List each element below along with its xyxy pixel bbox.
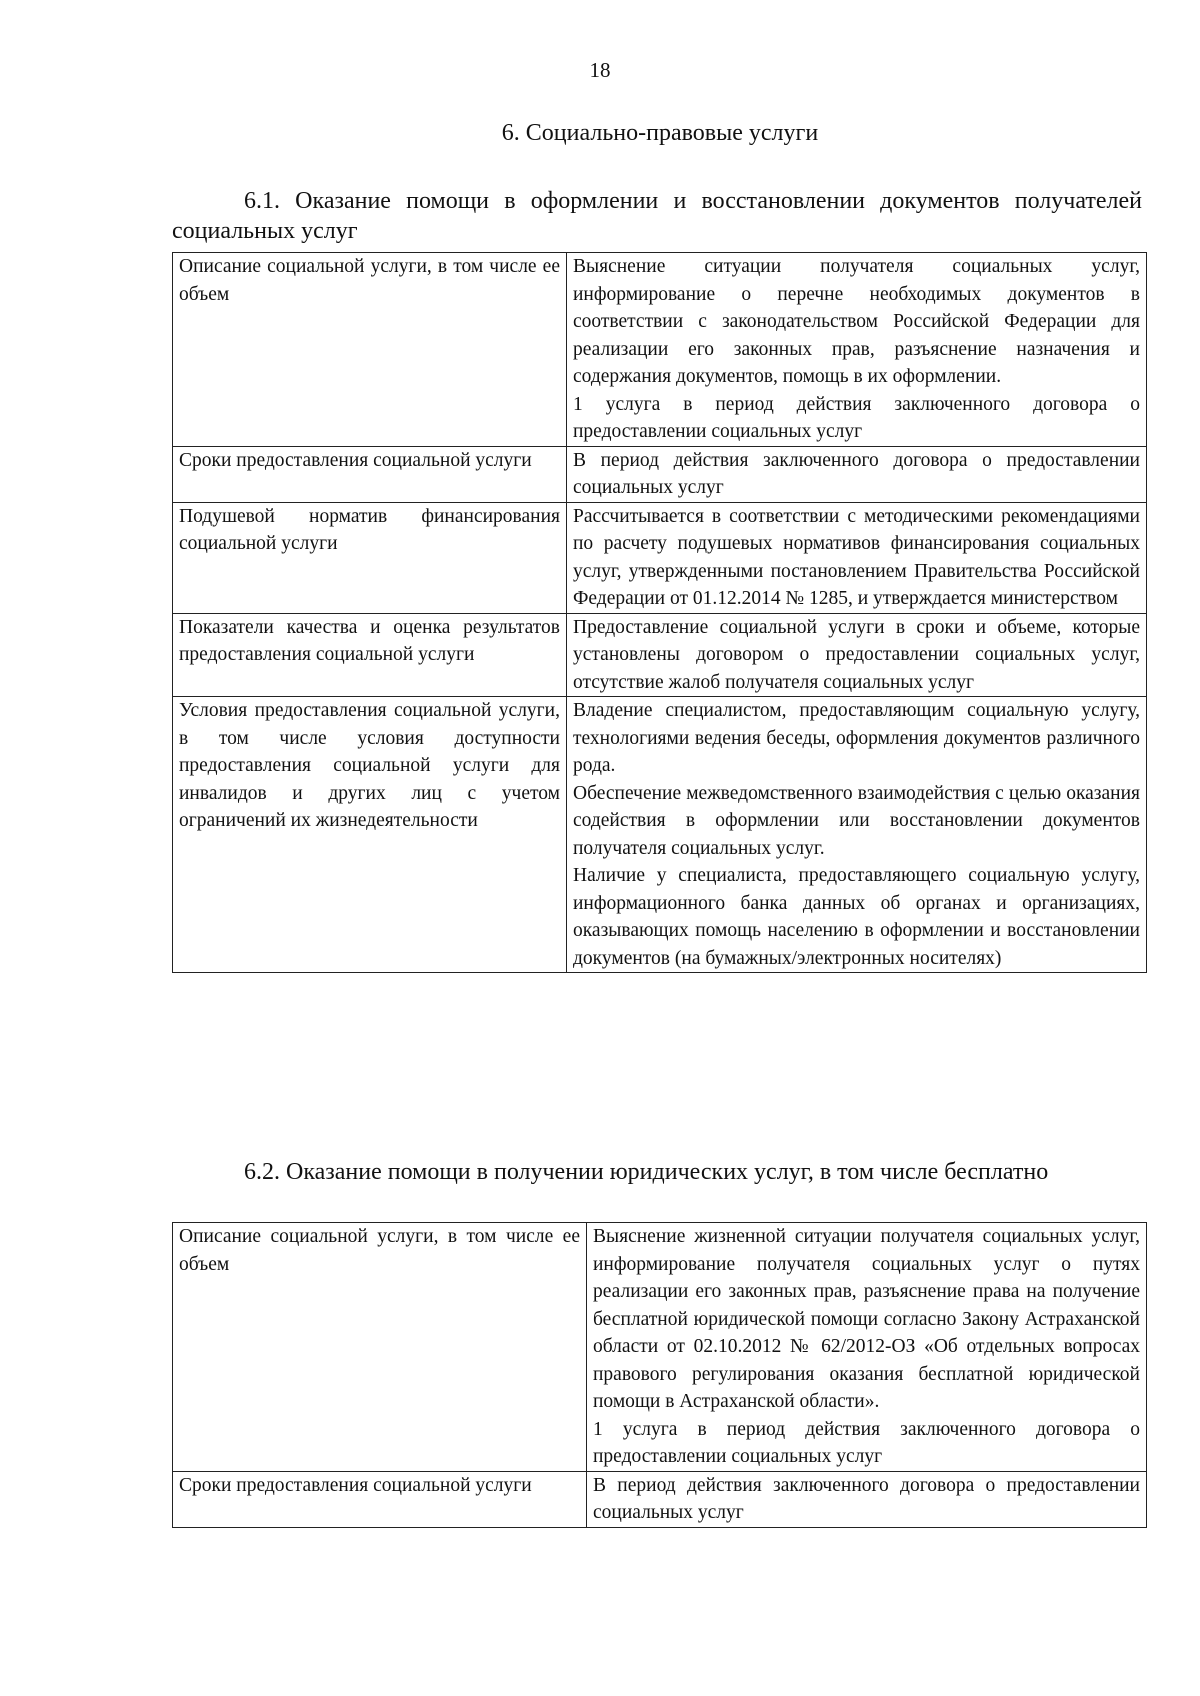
page-number: 18	[589, 58, 611, 82]
paragraph: Обеспечение межведомственного взаимодействия с целью оказания содействия в оформлении или восстановлении документов получателя социальных услуг.	[573, 782, 1140, 859]
paragraph: В период действия заключенного договора о предоставлении социальных услуг	[593, 1474, 1140, 1523]
subsection-1-heading: 6.1. Оказание помощи в оформлении и восстановлении документов получателей социальных услуг	[172, 188, 1142, 244]
table-row	[173, 502, 1147, 613]
paragraph: 1 услуга в период действия заключенного договора о предоставлении социальных услуг	[573, 393, 1140, 442]
paragraph: Выяснение ситуации получателя социальных услуг, информирование о перечне необходимых документов в соответствии с законодательством Российской Федерации для реализации его законных прав, разъяснение назначения и содержания документов, помощь в их оформлении.	[573, 256, 1140, 387]
section-title: 6. Социально-правовые услуги	[501, 120, 819, 146]
row-label: Описание социальной услуги, в том числе ее объем	[173, 253, 567, 447]
row-value	[567, 446, 1147, 502]
paragraph: Владение специалистом, предоставляющим социальную услугу, технологиями ведения беседы, оформления документов различного рода.	[573, 700, 1140, 776]
paragraph: Наличие у специалиста, предоставляющего социальную услугу, информационного банка данных об органах и организациях, оказывающих помощь населению в оформлении и восстановлении документов (на бумажных/электронных носителях)	[573, 865, 1140, 969]
paragraph: Предоставление социальной услуги в сроки и объеме, которые установлены договором о предоставлении социальных услуг, отсутствие жалоб получателя социальных услуг	[573, 616, 1140, 693]
row-label: Сроки предоставления социальной услуги	[173, 1471, 587, 1527]
paragraph: Выяснение жизненной ситуации получателя социальных услуг, информирование получателя социальных услуг о путях реализации его законных прав, разъяснение права на получение бесплатной юридической помощи согласно Закону Астраханской области от 02.10.2012 № 62/2012-ОЗ «Об отдельных вопросах правового регулирования оказания бесплатной юридической помощи в Астраханской области».	[593, 1226, 1140, 1412]
subsection-1-table	[172, 252, 1147, 973]
row-value	[587, 1471, 1147, 1527]
paragraph: В период действия заключенного договора о предоставлении социальных услуг	[573, 449, 1140, 498]
row-value	[567, 253, 1147, 447]
row-label: Описание социальной услуги, в том числе ее объем	[173, 1223, 587, 1472]
table-row	[173, 1471, 1147, 1527]
table-row	[173, 253, 1147, 447]
table-row	[173, 1223, 1147, 1472]
row-value	[567, 502, 1147, 613]
row-value	[567, 613, 1147, 697]
row-label: Подушевой норматив финансирования социальной услуги	[173, 502, 567, 613]
table-row	[173, 613, 1147, 697]
row-value	[567, 697, 1147, 973]
subsection-2-table	[172, 1222, 1147, 1528]
row-label: Сроки предоставления социальной услуги	[173, 446, 567, 502]
row-label: Показатели качества и оценка результатов предоставления социальной услуги	[173, 613, 567, 697]
subsection-2-heading: 6.2. Оказание помощи в получении юридических услуг, в том числе бесплатно	[244, 1159, 1049, 1185]
paragraph: Рассчитывается в соответствии с методическими рекомендациями по расчету подушевых нормативов финансирования социальных услуг, утвержденными постановлением Правительства Российской Федерации от 01.12.2014 № 1285, и утверждается министерством	[573, 505, 1140, 609]
row-value	[587, 1223, 1147, 1472]
table-row	[173, 446, 1147, 502]
table-row	[173, 697, 1147, 973]
row-label: Условия предоставления социальной услуги, в том числе условия доступности предоставления социальной услуги для инвалидов и других лиц с учетом ограничений их жизнедеятельности	[173, 697, 567, 973]
paragraph: 1 услуга в период действия заключенного договора о предоставлении социальных услуг	[593, 1418, 1140, 1467]
